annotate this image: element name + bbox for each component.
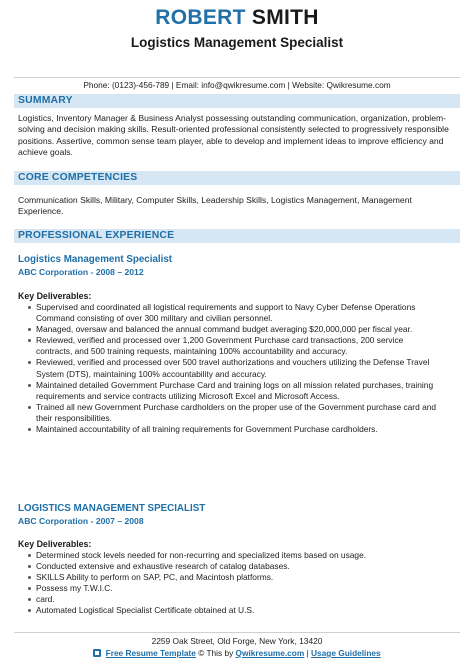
list-item: Conducted extensive and exhaustive research of catalog databases. — [36, 561, 440, 572]
qwikresume-logo-icon — [93, 649, 101, 657]
list-item: Managed, oversaw and balanced the annual command budget averaging $20,000,000 per fiscal year. — [36, 324, 440, 335]
candidate-name — [0, 6, 474, 30]
list-item: Automated Logistical Specialist Certificate obtained at U.S. — [36, 605, 440, 616]
resume-header — [0, 6, 474, 50]
last-name: SMITH — [251, 6, 319, 29]
job-role: Logistics Management Specialist — [18, 254, 173, 265]
key-deliverables-label: Key Deliverables: — [18, 539, 92, 549]
first-name: ROBERT — [155, 6, 246, 29]
contact-divider — [14, 77, 460, 78]
competencies-section-header — [14, 171, 460, 185]
footer-credit — [0, 648, 474, 658]
list-item: Maintained accountability of all training requirements for Government Purchase cardholders. — [36, 424, 440, 435]
usage-guidelines-link[interactable]: Usage Guidelines — [311, 648, 381, 658]
job-company: ABC Corporation - 2008 – 2012 — [18, 267, 144, 277]
competencies-title: CORE COMPETENCIES — [18, 172, 138, 183]
experience-title: PROFESSIONAL EXPERIENCE — [18, 230, 175, 241]
experience-section-header — [14, 229, 460, 243]
list-item: SKILLS Ability to perform on SAP, PC, and Macintosh platforms. — [36, 572, 440, 583]
list-item: Maintained detailed Government Purchase Card and training logs on all mission related purchases, training requirements and service contracts utilizing Microsoft Excel and Microsoft Access. — [36, 380, 440, 402]
list-item: card. — [36, 594, 440, 605]
deliverables-list — [36, 302, 440, 435]
list-item: Reviewed, verified and processed over 1,200 Government Purchase card transactions, 200 service contracts, and 500 training requests, maintaining 100% accountability and accuracy. — [36, 335, 440, 357]
contact-info: Phone: (0123)-456-789 | Email: info@qwikresume.com | Website: Qwikresume.com — [83, 80, 391, 90]
competencies-text: Communication Skills, Military, Computer Skills, Leadership Skills, Logistics Management, Management Experience. — [18, 195, 412, 217]
job-company: ABC Corporation - 2007 – 2008 — [18, 516, 144, 526]
list-item: Determined stock levels needed for non-recurring and specialized items based on usage. — [36, 550, 440, 561]
job-title: Logistics Management Specialist — [130, 35, 344, 50]
list-item: Reviewed, verified and processed over 500 travel authorizations and vouchers utilizing the Defense Travel System (DTS), maintaining 100% accountability and accuracy. — [36, 357, 440, 379]
free-resume-template-link[interactable]: Free Resume Template — [105, 648, 196, 658]
deliverables-list — [36, 550, 440, 617]
qwikresume-link[interactable]: Qwikresume.com — [235, 648, 305, 658]
footer-divider — [14, 632, 460, 633]
list-item: Possess my T.W.I.C. — [36, 583, 440, 594]
credit-by-text: by — [224, 648, 234, 658]
key-deliverables-label: Key Deliverables: — [18, 291, 92, 301]
credit-separator: | — [306, 648, 309, 658]
summary-text: Logistics, Inventory Manager & Business Analyst possessing outstanding communication, organization, problem-solving and decision making skills. Result-oriented professional consistently selected to progressively responsible positions. Assertive, common sense team player, able to develop and implement ideas to improve efficiency and achieve goals. — [18, 113, 449, 157]
summary-title: SUMMARY — [18, 95, 73, 106]
list-item: Supervised and coordinated all logistical requirements and support to Navy Cyber Defense Operations Command consisting of over 300 military and civilian personnel. — [36, 302, 440, 324]
footer-address: 2259 Oak Street, Old Forge, New York, 13420 — [151, 636, 323, 646]
summary-section-header — [14, 94, 460, 108]
job-role: LOGISTICS MANAGEMENT SPECIALIST — [18, 503, 206, 514]
credit-text: © This — [198, 648, 223, 658]
list-item: Trained all new Government Purchase cardholders on the proper use of the Government purchase card and their responsibilities. — [36, 402, 440, 424]
